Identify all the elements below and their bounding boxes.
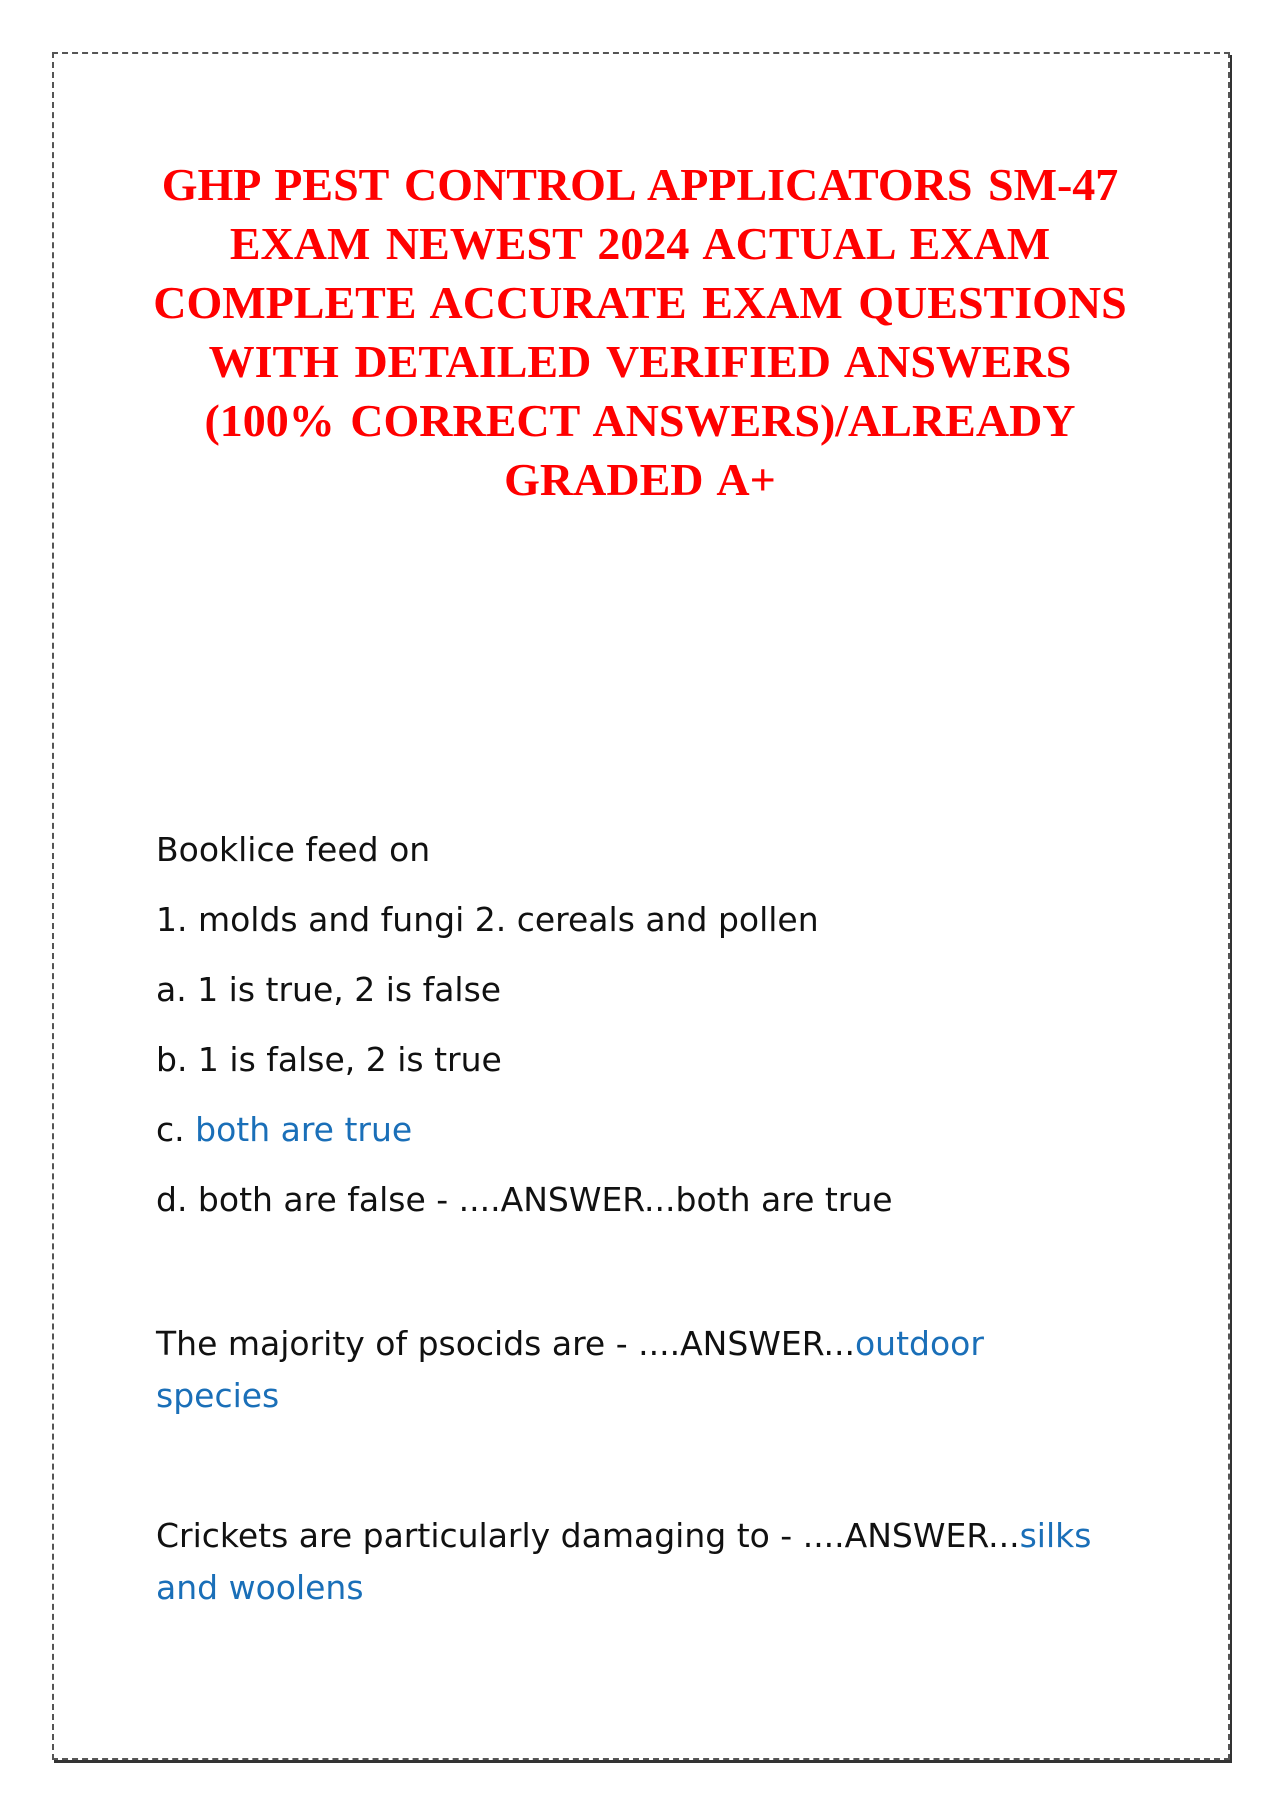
question-stem: Booklice feed on bbox=[156, 830, 431, 869]
question-block-3 bbox=[156, 1510, 1096, 1614]
question-block-1 bbox=[156, 820, 1096, 1240]
spacer bbox=[156, 1240, 1096, 1318]
question-list bbox=[156, 820, 1096, 1614]
answer-text: silks and woolens bbox=[156, 1516, 1092, 1607]
option-c-answer-text: both are true bbox=[195, 1110, 413, 1149]
question-stem: The majority of psocids are - ....ANSWER... bbox=[156, 1324, 855, 1363]
answer-text: outdoor species bbox=[156, 1324, 984, 1415]
question-text bbox=[156, 1318, 1096, 1422]
option-d: d. both are false - ....ANSWER...both are true bbox=[156, 1180, 893, 1219]
question-statements: 1. molds and fungi 2. cereals and pollen bbox=[156, 900, 819, 939]
option-c bbox=[156, 1100, 1096, 1170]
option-c-prefix: c. bbox=[156, 1110, 196, 1149]
spacer bbox=[156, 1422, 1096, 1510]
question-block-2 bbox=[156, 1318, 1096, 1422]
question-text bbox=[156, 1510, 1096, 1614]
option-a: a. 1 is true, 2 is false bbox=[156, 970, 502, 1009]
option-b: b. 1 is false, 2 is true bbox=[156, 1040, 502, 1079]
document-title: GHP PEST CONTROL APPLICATORS SM-47 EXAM NEWEST 2024 ACTUAL EXAM COMPLETE ACCURATE EXAM QUESTIONS WITH DETAILED VERIFIED ANSWERS (100% CORRECT ANSWERS)/ALREADY GRADED A+ bbox=[153, 159, 1127, 505]
question-stem: Crickets are particularly damaging to - ....ANSWER... bbox=[156, 1516, 1020, 1555]
